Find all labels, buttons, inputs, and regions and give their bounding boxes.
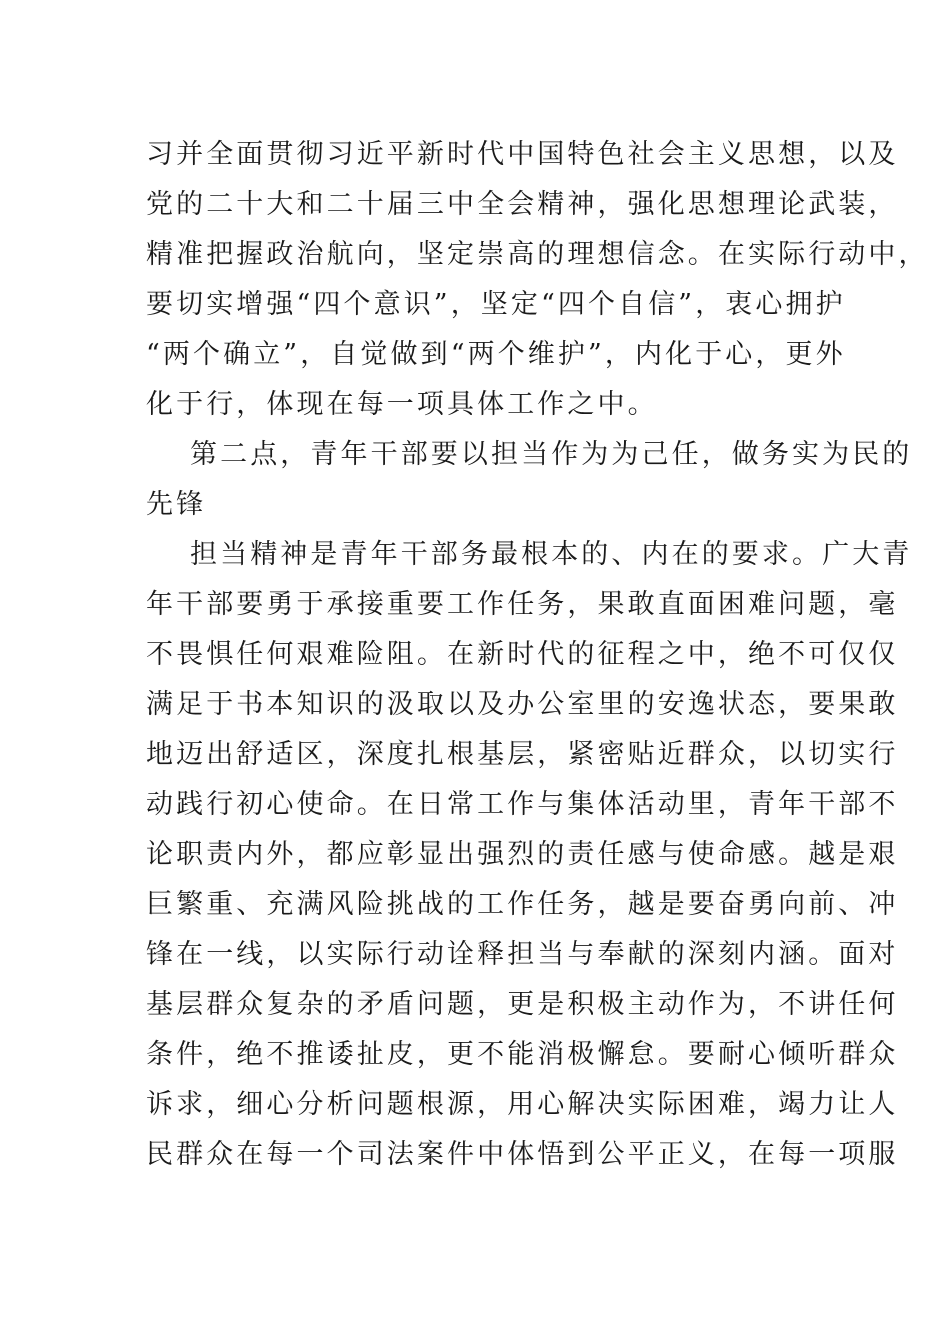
- text-line: 条件，绝不推诿扯皮，更不能消极懈怠。要耐心倾听群众: [146, 1039, 899, 1070]
- section-heading-line: 第二点，青年干部要以担当作为为己任，做务实为民的: [190, 439, 913, 470]
- body-text: [146, 130, 929, 1180]
- text-line: 动践行初心使命。在日常工作与集体活动里，青年干部不: [146, 789, 899, 820]
- text-line: 锋在一线，以实际行动诠释担当与奉献的深刻内涵。面对: [146, 939, 899, 970]
- text-line: “两个确立”，自觉做到“两个维护”，内化于心，更外: [146, 339, 846, 370]
- text-line: 巨繁重、充满风险挑战的工作任务，越是要奋勇向前、冲: [146, 889, 899, 920]
- text-line: 论职责内外，都应彰显出强烈的责任感与使命感。越是艰: [146, 839, 899, 870]
- text-line: 满足于书本知识的汲取以及办公室里的安逸状态，要果敢: [146, 689, 899, 720]
- text-line: 化于行，体现在每一项具体工作之中。: [146, 389, 658, 420]
- text-line: 基层群众复杂的矛盾问题，更是积极主动作为，不讲任何: [146, 989, 899, 1020]
- text-line: 要切实增强“四个意识”，坚定“四个自信”，衷心拥护: [146, 289, 846, 320]
- text-line: 年干部要勇于承接重要工作任务，果敢直面困难问题，毫: [146, 589, 899, 620]
- text-line: 诉求，细心分析问题根源，用心解决实际困难，竭力让人: [146, 1089, 899, 1120]
- text-line: 党的二十大和二十届三中全会精神，强化思想理论武装，: [146, 189, 899, 220]
- section-heading-line: 先锋: [146, 489, 207, 520]
- text-line: 民群众在每一个司法案件中体悟到公平正义，在每一项服: [146, 1139, 899, 1170]
- text-line: 精准把握政治航向，坚定崇高的理想信念。在实际行动中，: [146, 239, 929, 270]
- text-line: 担当精神是青年干部务最根本的、内在的要求。广大青: [190, 539, 913, 570]
- text-line: 地迈出舒适区，深度扎根基层，紧密贴近群众，以切实行: [146, 739, 899, 770]
- text-line: 不畏惧任何艰难险阻。在新时代的征程之中，绝不可仅仅: [146, 639, 899, 670]
- text-line: 习并全面贯彻习近平新时代中国特色社会主义思想，以及: [146, 139, 899, 170]
